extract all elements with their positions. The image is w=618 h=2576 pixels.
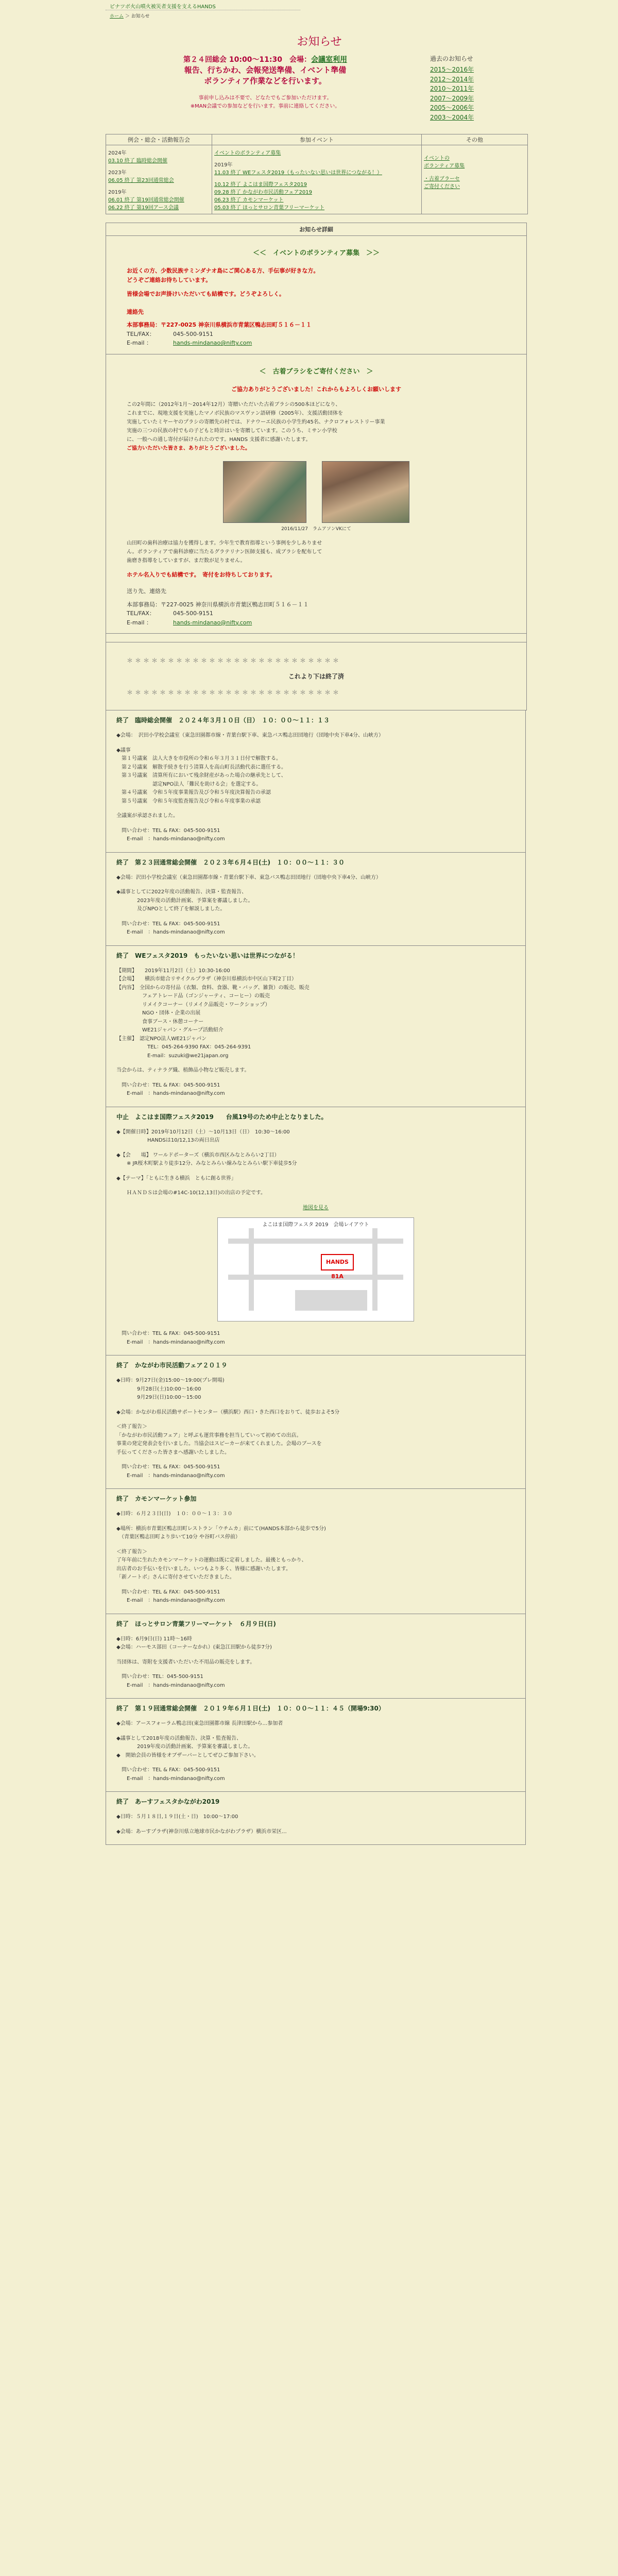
news-line: 第４号議案 令和５年度事業報告及び令和５年度決算報告の承認 [116, 790, 271, 796]
breadcrumb-separator: ＞ [124, 14, 131, 19]
star-divider: ＊＊＊＊＊＊＊＊＊＊＊＊＊＊＊＊＊＊＊＊＊＊＊＊＊＊ [127, 689, 341, 697]
news-line: （青葉区鴨志田町より歩いて10分 や谷町バス停前） [116, 1534, 241, 1540]
toothbrush-paragraph [106, 400, 526, 453]
news-line: 【会場】 横浜市総合リサイクルプラザ（神奈川県横浜市中区山下町2丁目） [116, 976, 297, 982]
volunteer-title: ＜＜ イベントのボランティア募集 ＞＞ [253, 249, 380, 257]
map-block [249, 1228, 254, 1311]
contact-heading: 連絡先 [127, 308, 144, 315]
toothbrush-paragraph2 [106, 539, 526, 565]
schedule-year: 2024年 [108, 150, 127, 156]
contact-office-value: 〒227-0025 神奈川県横浜市青葉区鴨志田町５１６－１１ [161, 321, 312, 329]
news-line: 問い合わせ：TEL & FAX：045-500-9151 [116, 921, 220, 927]
contact-office [127, 320, 526, 330]
schedule-year: 2019年 [108, 189, 127, 195]
news-line [116, 882, 515, 888]
news-line: 手伝ってくださった皆さまへ感謝いたしました。 [116, 1449, 230, 1455]
contact-tel-value: 045-500-9151 [173, 330, 213, 337]
news-line [116, 914, 515, 920]
notice-line2: 報告、行ちかわ、会報発送準備、イベント準備 [184, 65, 347, 75]
news-email-line[interactable]: E-mail ：hands-mindanao@nifty.com [116, 1775, 225, 1782]
schedule-link[interactable]: イベントのボランティア募集 [214, 150, 281, 156]
schedule-col-meetings [106, 145, 212, 214]
news-line: 第２号議案 解散手続きを行う清算人を高山町長活動代表に選任する。 [116, 764, 286, 770]
notice-line3: ボランティア作業などを行います。 [204, 76, 327, 86]
header-area [106, 54, 533, 123]
schedule-table [106, 134, 528, 214]
map-link[interactable]: 地図を見る [303, 1205, 329, 1211]
news-title: 終了 第１９回通常総会開催 ２０１９年６月１日(土) １０：００〜１１：４５（開場9:30） [116, 1705, 385, 1713]
map-block [295, 1290, 367, 1311]
news-email-line[interactable]: E-mail ：hands-mindanao@nifty.com [116, 1598, 225, 1604]
schedule-link[interactable]: 10.12 終了 よこはま国際フェスタ2019 [214, 181, 307, 188]
schedule-link[interactable]: 06.22 終了 第19回アース会議 [108, 205, 179, 211]
archive-links [425, 54, 533, 123]
news-email-line[interactable]: E-mail ：hands-mindanao@nifty.com [116, 1091, 225, 1097]
schedule-year: 2023年 [108, 170, 127, 176]
schedule-header: 参加イベント [212, 134, 422, 145]
news-line: NGO・団体・企業の出展 [116, 1010, 201, 1016]
news-item [106, 1614, 526, 1699]
news-line [116, 1519, 515, 1525]
news-line: ＨＡＮＤＳは会場の#14C-10(12,13日)の出店の予定です。 [116, 1190, 266, 1196]
news-line: ◆議事として2018年度の活動報告、決算・監査報告、 [116, 1735, 242, 1741]
news-line: 問い合わせ：TEL & FAX：045-500-9151 [116, 1331, 220, 1337]
news-email-line[interactable]: E-mail ：hands-mindanao@nifty.com [116, 1339, 225, 1345]
contact-email-label: E-mail ： [127, 619, 152, 626]
news-line: 事業の発定発表会を行いました。当協会はスピーカーが来てくれました。会場のブースを [116, 1441, 322, 1447]
news-line: 全議案が承認されました。 [116, 813, 178, 819]
page-title: お知らせ [297, 36, 342, 48]
news-line: 9月28日(土)10:00〜16:00 [116, 1386, 201, 1392]
schedule-link[interactable]: 06.01 終了 第19回通常総会開催 [108, 197, 184, 203]
news-line: ＜終了報告＞ [116, 1549, 147, 1555]
news-line: ◆場所：横浜市青葉区鴨志田町レストラン「ウチムカ」前にて(HANDS本部から徒歩で5分) [116, 1526, 326, 1532]
news-line: WE21ジャパン・グループ活動紹介 [116, 1027, 224, 1033]
notice-line1-text: 第２４回総会 10:00～11:30 会場： [183, 56, 311, 64]
schedule-link[interactable]: 06.05 終了 第23回通常総会 [108, 177, 174, 183]
news-line [116, 806, 515, 812]
news-line: 【主催】 認定NPO法人WE21ジャパン [116, 1036, 207, 1042]
top-bar [106, 2, 512, 23]
news-line: ◆会場：沢田小学校会議室（東急田園都市線・青葉台駅下車、東急バス鴨志田団地行（団地中央下車4分、山峡方） [116, 874, 382, 880]
volunteer-line: お近くの方、少数民族サミンダナオ島にご関心ある方、手伝事が好きな方。 [127, 267, 319, 274]
news-line: ◆【会 場】 ワールドポーターズ（横浜市西区みなとみらい2丁目） [116, 1152, 280, 1158]
photo-caption: 2016/11/27 ラムアソンVKにて [281, 527, 351, 532]
news-line: 出店者のお手伝いを行いました。いつもより多く、皆様に感謝いたします。 [116, 1566, 291, 1572]
venue-map [217, 1217, 414, 1321]
notice-desc-line2: ※MAN会議での参加などを行います。事前に連絡してください。 [190, 104, 340, 109]
schedule-header: 例会・総会・活動報告会 [106, 134, 212, 145]
toothbrush-contact [106, 587, 526, 627]
news-line [116, 1324, 515, 1330]
news-item [106, 1489, 526, 1614]
news-line: 9月29日(日)10:00〜15:00 [116, 1395, 201, 1401]
map-title: よこはま国際フェスタ 2019 会場レイアウト [262, 1222, 369, 1228]
news-title: 中止 よこはま国際フェスタ2019 台風19号のため中止となりました。 [116, 1113, 328, 1121]
news-line: 問い合わせ：TEL & FAX：045-500-9151 [116, 827, 220, 834]
news-item [106, 1355, 526, 1489]
news-line: 「新ノートボ」さんに寄付させていただきました。 [116, 1574, 235, 1581]
news-line [116, 1582, 515, 1588]
news-line: ◆議事 [116, 747, 131, 753]
news-item [106, 1699, 526, 1792]
toothbrush-line: この2年間に（2012年1月〜2014年12月）寄贈いただいた古着ブラシの500本ほどになり、 [127, 402, 341, 408]
contact-email [127, 338, 526, 348]
news-title: 終了 臨時総会開催 ２０２４年３月１０日（日） １０：００～１１：１３ [116, 717, 330, 724]
archive-link[interactable]: 2015～2016年 [430, 66, 474, 73]
news-line [116, 740, 515, 747]
news-line [116, 1060, 515, 1066]
news-line: 及びNPOとして終了を解説しました。 [116, 906, 226, 912]
news-line [116, 1667, 515, 1673]
archive-link[interactable]: 2005～2006年 [430, 104, 474, 112]
contact-tel-label: TEL/FAX： [127, 610, 155, 617]
notice-line1 [106, 54, 425, 64]
schedule-link[interactable]: 09.28 終了 かながわ市民活動フェア2019 [214, 189, 312, 195]
schedule-link[interactable]: 11.03 終了 WEフェスタ2019（もったいない思いは世界につながる！） [214, 170, 382, 176]
schedule-col-events [212, 145, 422, 214]
news-line: ◆会場：ハーモス部田（コーナーなかれ）(東急江田駅から徒歩7分) [116, 1645, 272, 1651]
news-email-line[interactable]: E-mail ：hands-mindanao@nifty.com [116, 836, 225, 842]
news-title: 終了 カモンマーケット參加 [116, 1495, 197, 1503]
news-line: 【期間】 2019年11月2日（土）10:30-16:00 [116, 968, 230, 974]
news-line [116, 1402, 515, 1409]
notice-block [106, 54, 425, 123]
children-photo [322, 461, 409, 523]
news-line: ◆日時：6月9日(日) 11時〜16時 [116, 1636, 192, 1642]
news-line [116, 1417, 515, 1423]
toothbrush-line: に、一般への通し寄付が届けられたのです。HANDS 支援者に感謝いたします。 [127, 437, 311, 443]
contact-office-value: 〒227-0025 神奈川県横浜市青葉区鴨志田町５１６－１１ [161, 601, 309, 608]
toothbrush-line: 実施の三つの民族の村でもの子どもと時計はいを寄贈しています。このうち、ミサン小学校 [127, 428, 337, 434]
news-item [106, 946, 526, 1107]
news-email-line[interactable]: E-mail ：hands-mindanao@nifty.com [116, 929, 225, 936]
contact-office [127, 600, 526, 609]
main-content [106, 25, 533, 1845]
volunteer-section [106, 236, 527, 354]
toothbrush-line: ご協力いただいた皆さま、ありがとうございました。 [127, 446, 250, 451]
toothbrush-line: 山田町の歯科治療は協力を獲得します。少年生で教育指導という事例を少しありませ [127, 540, 322, 546]
news-line [116, 1542, 515, 1548]
toothbrush-line: これまでに、現地支援を実施したマノボ民族のマスヴァン語研修（2005年）、支援活動団体を [127, 411, 344, 416]
news-line: 第１号議案 法人大きを市役所の令和６年３月３１日付で解散する。 [116, 756, 281, 762]
volunteer-contact [106, 308, 526, 348]
news-line: 問い合わせ：TEL & FAX：045-500-9151 [116, 1082, 220, 1088]
schedule-year: 2019年 [214, 162, 233, 168]
news-line: 「かながわ市民活動フェア」と呼ぶも運営事務を担当していって初めての出店。 [116, 1432, 302, 1438]
contact-email-link[interactable]: hands-mindanao@nifty.com [173, 340, 252, 347]
news-line [116, 1822, 515, 1828]
breadcrumb-current: お知らせ [131, 14, 150, 19]
news-line: ◆会場：かながわ県民活動サポートセンター（横浜駅）西口・きた西口をおりて、徒歩およそ5分 [116, 1409, 340, 1415]
contact-tel-value: 045-500-9151 [173, 610, 213, 617]
news-title: 終了 かながわ市民活動フェア２０１９ [116, 1362, 228, 1369]
toothbrush-line: 歯磨き指導をしていますが、まだ数が足りません。 [127, 558, 246, 564]
news-line: 【内容】 全国からの寄付品（衣類、食料、食器、靴・バッグ、雑貨）の販売、販売 [116, 985, 310, 991]
news-line: ◆日時：５月１８日,１９日(土・日) 10:00〜17:00 [116, 1814, 238, 1820]
contact-office-label: 本部事務局： [127, 601, 161, 608]
contact-tel [127, 609, 526, 618]
archive-link[interactable]: 2007～2009年 [430, 94, 474, 102]
contact-tel-label: TEL/FAX： [127, 330, 155, 337]
contact-office-label: 本部事務局： [127, 321, 161, 329]
news-line: 食事ブース・休憩コーナー [116, 1019, 204, 1025]
news-line: 2023年度の活動計画案、予算案を審議しました。 [116, 897, 253, 904]
contact-email-link[interactable]: hands-mindanao@nifty.com [173, 619, 252, 626]
volunteer-line: どうぞご連絡お待ちしています。 [127, 277, 212, 284]
news-title: 終了 あーすフェスタかながわ2019 [116, 1798, 220, 1806]
schedule-link[interactable]: ボランティア募集 [423, 163, 465, 169]
news-line [116, 1168, 515, 1175]
news-line: ＜終了報告＞ [116, 1424, 147, 1430]
toothbrush-thanks: ご協力ありがとうございました！これからもよろしくお願いします [231, 386, 401, 393]
news-item [106, 710, 526, 853]
schedule-link[interactable]: 05.03 終了 ほっとサロン青葉フリーマーケット [214, 205, 325, 211]
news-line: 2019年度の活動計画案、予算案を審議しました。 [116, 1744, 253, 1750]
notice-desc-line1: 事前申し込みは不要で、どなたでもご参加いただけます。 [198, 95, 332, 101]
news-line: ※ JR桜木町駅より徒歩12分、みなとみらい線みなとみらい駅下車徒歩5分 [116, 1161, 297, 1167]
star-divider: ＊＊＊＊＊＊＊＊＊＊＊＊＊＊＊＊＊＊＊＊＊＊＊＊＊＊ [127, 657, 341, 665]
archive-link[interactable]: 2003～2004年 [430, 113, 474, 121]
site-tagline: ピナツボ火山噴火被災者支援を支えるHANDS [106, 2, 300, 10]
contact-heading: 送り先、連絡先 [127, 588, 166, 595]
toothbrush-section [106, 354, 527, 634]
news-line: フェアトレード品（ゴンジャーティ、コーヒー）の販売 [116, 993, 270, 999]
news-email-line[interactable]: E-mail ：hands-mindanao@nifty.com [116, 1472, 225, 1479]
news-title: 終了 ほっとサロン青葉フリーマーケット ６月９日(日) [116, 1620, 276, 1628]
news-line: HANDSは10/12,13の両日出店 [116, 1138, 220, 1144]
news-line: ◆【開催日時】2019年10月12日（土）〜10月13日（日） 10:30〜16:00 [116, 1129, 290, 1135]
schedule-link[interactable]: 03.10 終了 臨時総会開催 [108, 158, 167, 164]
news-line: ◆日時：9月27日(金)15:00〜19:00(プレ開場) [116, 1378, 225, 1384]
news-line [116, 1728, 515, 1735]
news-line [116, 1198, 515, 1204]
toothbrush-title: ＜ 古着ブラシをご寄付ください ＞ [259, 368, 373, 376]
news-line: ◆議事としてに2022年度の活動報告、決算・監査報告、 [116, 889, 247, 895]
news-line: ◆会場：あーすプラザ(神奈川県立地球市民かながわプラザ）横浜市栄区... [116, 1828, 287, 1835]
news-item [106, 1107, 526, 1356]
booth-marker: HANDS 81A [321, 1254, 354, 1270]
news-line: 問い合わせ：TEL & FAX：045-500-9151 [116, 1589, 220, 1595]
news-item [106, 1792, 526, 1845]
spacer-section [106, 634, 527, 642]
schedule-link[interactable]: ・古着ブラーセ [423, 176, 460, 182]
news-line [116, 1075, 515, 1081]
toothbrush-hotel: ホテル名入りでも結構です。 寄付をお待ちしております。 [127, 571, 276, 578]
volunteer-line: 皆様会場でお声掛けいただいても結構です。どうぞよろしく。 [127, 290, 285, 297]
end-label: これより下は終了済 [288, 673, 344, 681]
news-line: 問い合わせ：TEL & FAX：045-500-9151 [116, 1464, 220, 1470]
news-line [116, 1183, 515, 1189]
news-title: 終了 WEフェスタ2019 もったいない思いは世界につながる！ [116, 952, 299, 959]
schedule-header: その他 [421, 134, 527, 145]
photo-row [106, 461, 526, 523]
notice-venue-link[interactable]: 会議室利用 [311, 56, 347, 64]
news-line: ◆会場：アースフォーラム鴨志田(東急田園都市線 長津田駅から…参加者 [116, 1721, 283, 1727]
divider-section [106, 642, 527, 710]
news-line: 当団体は、寄附を支援者いただいた不用品の販売をします。 [116, 1659, 255, 1665]
news-line: 第３号議案 清算所有において残余財産があった場合の継承先として、 [116, 773, 286, 779]
news-line: リメイクコーナー（リメイク品販売・ワークショップ） [116, 1002, 270, 1008]
notice-desc [106, 94, 425, 111]
news-list [106, 710, 533, 1845]
toothbrush-line: 実施していたミヤーヤのプラシの寄贈先の村では、ドナウーエ民族の小学生約45名、ナクロフォレストリー事業 [127, 419, 385, 425]
news-line: 了年年前に生れたカモンマーケットの運動は既に定着しました。最後ともっかり、 [116, 1557, 307, 1564]
detail-header: お知らせ詳細 [106, 223, 527, 236]
news-line [116, 821, 515, 827]
archive-link[interactable]: 2012～2014年 [430, 75, 474, 83]
news-line [116, 1145, 515, 1151]
news-line [116, 1652, 515, 1658]
news-email-line[interactable]: E-mail：suzuki@we21japan.org [116, 1053, 229, 1059]
news-line: 第５号議案 令和５年度監査報告及び令和６年度事業の承認 [116, 798, 261, 804]
news-line: ◆会場： 沢田小学校会議室（東急田園都市線・青葉台駅下車、東急バス鴨志田団地行（団地中央下車4分、山峡方） [116, 733, 384, 739]
news-line: 認定NPO法人「難民を助ける会」を選定する。 [116, 781, 262, 787]
volunteer-text [106, 266, 526, 299]
news-line [116, 1457, 515, 1463]
breadcrumb-home-link[interactable]: ホーム [110, 14, 124, 19]
map-block [372, 1228, 377, 1311]
contact-email-label: E-mail ： [127, 340, 152, 347]
schedule-link[interactable]: ご寄付ください [423, 183, 460, 190]
news-line: ◆【テーマ】「ともに生きる横浜 ともに創る世界」 [116, 1175, 236, 1181]
news-line: TEL：045-264-9390 FAX：045-264-9391 [116, 1044, 251, 1050]
archive-link[interactable]: 2010～2011年 [430, 85, 474, 93]
contact-tel [127, 330, 526, 339]
news-line: 当会からは、ティナラグ織、植飾品小物など販売します。 [116, 1067, 250, 1074]
archive-label: 過去のお知らせ [430, 55, 473, 62]
schedule-col-other [421, 145, 527, 214]
news-line: ◆日時：６月２３日(日) １０：００〜１３：３０ [116, 1511, 233, 1517]
news-line [116, 1760, 515, 1766]
news-email-line[interactable]: E-mail ：hands-mindanao@nifty.com [116, 1682, 225, 1688]
schedule-link[interactable]: イベントの [423, 155, 450, 161]
news-line: ◆ 開始会員の皆様をオブザーバーとしてぜひご参加下さい。 [116, 1752, 259, 1758]
toothbrush-line: ん。ボランティアで歯科診療に当たるグラテリナン医師支援も、成ブラシを配布して [127, 549, 322, 555]
news-title: 終了 第２３回通常総会開催 ２０２３年６月４日(土) １０：００～１１：３０ [116, 858, 345, 866]
contact-email [127, 618, 526, 628]
news-item [106, 853, 526, 946]
news-line: 問い合わせ：TEL & FAX：045-500-9151 [116, 1767, 220, 1773]
breadcrumb [106, 12, 512, 19]
schedule-link[interactable]: 06.23 終了 カモンマーケット [214, 197, 284, 203]
children-photo [223, 461, 306, 523]
news-line: 問い合わせ：TEL：045-500-9151 [116, 1674, 203, 1680]
